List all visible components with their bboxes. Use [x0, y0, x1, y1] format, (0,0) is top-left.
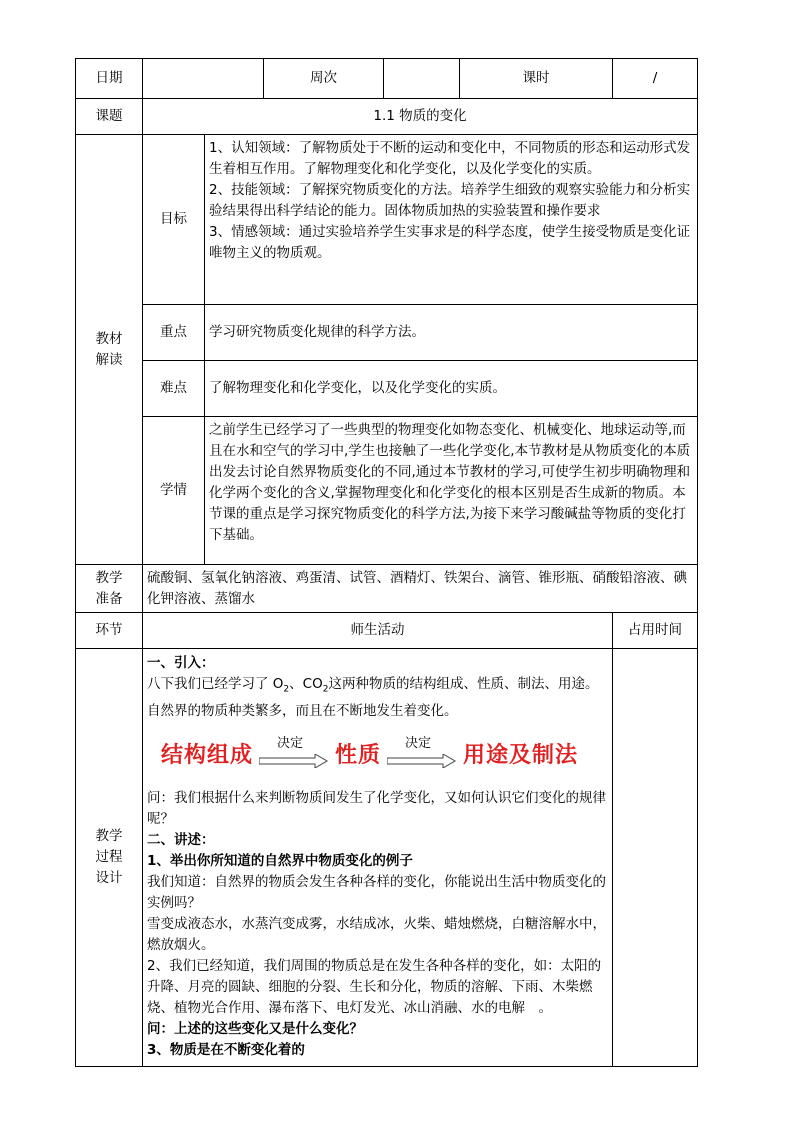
period-label: 课时 [460, 59, 613, 99]
structure-property-use-diagram [161, 728, 608, 784]
goal-cognitive: 1、认知领域：了解物质处于不断的运动和变化中，不同物质的形态和运动形式发生着相互作用。了解物理变化和化学变化，以及化学变化的实质。 [209, 140, 691, 177]
lesson-plan-table [75, 58, 698, 1067]
intro-title: 一、引入： [147, 655, 215, 671]
key-point-row [76, 305, 698, 361]
flow-use: 用途及制法 [463, 743, 579, 769]
preparation-label: 教学准备 [76, 565, 143, 613]
point1-title: 1、举出你所知道的自然界中物质变化的例子 [147, 852, 413, 869]
difficulty-label: 难点 [143, 361, 205, 417]
process-content [143, 649, 613, 1067]
right-arrow-icon [259, 754, 329, 768]
stage-header: 环节 [76, 613, 143, 649]
flow-property: 性质 [335, 743, 382, 769]
students-label: 学情 [143, 417, 205, 565]
question2-text: 问：上述的这些变化又是什么变化？ [147, 1020, 363, 1037]
week-label: 周次 [264, 59, 384, 99]
process-label: 教学过程设计 [76, 649, 143, 1067]
goal-affective: 3、情感领域：通过实验培养学生实事求是的科学态度，使学生接受物质是变化证唯物主义的物质观。 [209, 224, 691, 261]
point3-title: 3、物质是在不断变化着的 [147, 1041, 305, 1058]
goals-label: 目标 [143, 135, 205, 305]
key-point-text: 学习研究物质变化规律的科学方法。 [205, 305, 698, 361]
analysis-label: 教材解读 [76, 135, 143, 565]
week-value-cell [384, 59, 460, 99]
topic-value: 1.1 物质的变化 [143, 99, 698, 135]
goals-row [76, 135, 698, 305]
header-row [76, 59, 698, 99]
point1-text: 我们知道：自然界的物质会发生各种各样的变化，你能说出生活中物质变化的实例吗？ [147, 873, 606, 911]
date-value-cell [143, 59, 264, 99]
intro-text: 八下我们已经学习了 $O_2$、$CO_2$这两种物质的结构组成、性质、制法、用途。自然界的物质种类繁多，而且在不断地发生着变化。 [147, 676, 599, 719]
lecture-title: 二、讲述： [147, 831, 215, 848]
students-row [76, 417, 698, 565]
period-value: / [613, 59, 698, 99]
flow-arrow-2 [387, 736, 457, 776]
date-label: 日期 [76, 59, 143, 99]
point2-text: 2、我们已经知道，我们周围的物质总是在发生各种各样的变化，如：太阳的升降、月亮的圆缺、细胞的分裂、生长和分化，物质的溶解、下雨、木柴燃烧、植物光合作用、瀑布落下、电灯发光、冰山消融、水的电解 。 [147, 957, 602, 1016]
question-text: 问：我们根据什么来判断物质间发生了化学变化，又如何认识它们变化的规律呢？ [147, 789, 606, 827]
flow-arrow-1-label: 决定 [277, 735, 304, 751]
difficulty-row [76, 361, 698, 417]
difficulty-text: 了解物理变化和化学变化，以及化学变化的实质。 [205, 361, 698, 417]
preparation-row [76, 565, 698, 613]
preparation-text: 硫酸铜、氢氧化钠溶液、鸡蛋清、试管、酒精灯、铁架台、滴管、锥形瓶、硝酸铅溶液、碘化钾溶液、蒸馏水 [143, 565, 698, 613]
process-header-row [76, 613, 698, 649]
topic-row [76, 99, 698, 135]
goal-skills: 2、技能领域：了解探究物质变化的方法。培养学生细致的观察实验能力和分析实验结果得出科学结论的能力。固体物质加热的实验装置和操作要求 [209, 182, 691, 219]
process-row [76, 649, 698, 1067]
process-time-cell [613, 649, 698, 1067]
flow-arrow-1 [259, 736, 329, 776]
students-text: 之前学生已经学习了一些典型的物理变化如物态变化、机械变化、地球运动等,而且在水和空气的学习中,学生也接触了一些化学变化,本节教材是从物质变化的本质出发去讨论自然界物质变化的不同,通过本节教材的学习,可使学生初步明确物理和化学两个变化的含义,掌握物理变化和化学变化的根本区别是否生成新的物质。本节课的重点是学习探究物质变化的科学方法,为接下来学习酸碱盐等物质的变化打下基础。 [205, 417, 698, 565]
lesson-plan-page [75, 58, 697, 1067]
activity-header: 师生活动 [143, 613, 613, 649]
flow-structure: 结构组成 [161, 743, 254, 769]
topic-label: 课题 [76, 99, 143, 135]
key-point-label: 重点 [143, 305, 205, 361]
point1-examples: 雪变成液态水，水蒸汽变成雾，水结成冰，火柴、蜡烛燃烧，白糖溶解水中，燃放烟火。 [147, 915, 606, 953]
right-arrow-icon [387, 754, 457, 768]
goals-text [205, 135, 698, 305]
flow-arrow-2-label: 决定 [405, 735, 432, 751]
time-header: 占用时间 [613, 613, 698, 649]
